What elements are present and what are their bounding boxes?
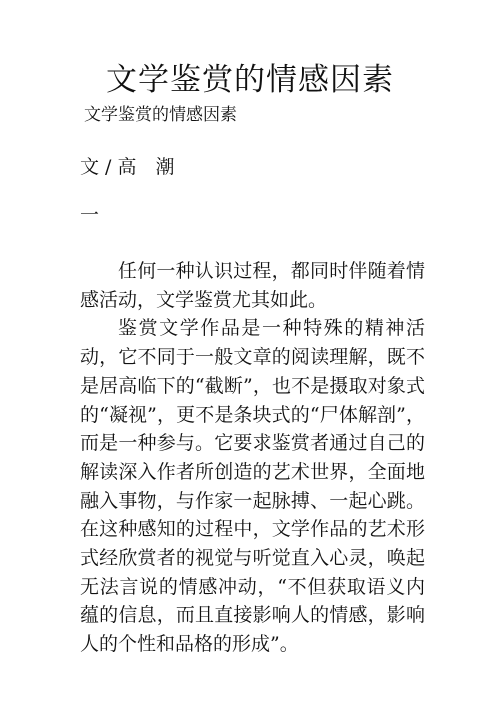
document-title: 文学鉴赏的情感因素 <box>106 62 394 98</box>
author-byline: 文 / 高 潮 <box>80 156 175 178</box>
document-body <box>80 257 425 659</box>
paragraph-2: 鉴赏文学作品是一种特殊的精神活动，它不同于一般文章的阅读理解，既不是居高临下的“截断”，也不是摄取对象式的“凝视”，更不是条块式的“尸体解剖”，而是一种参与。它要求鉴赏者通过自己的解读深入作者所创造的艺术世界，全面地融入事物，与作家一起脉搏、一起心跳。在这种感知的过程中，文学作品的艺术形式经欣赏者的视觉与听觉直入心灵，唤起无法言说的情感冲动，“不但获取语义内蕴的信息，而且直接影响人的情感，影响人的个性和品格的形成”。 <box>80 317 425 656</box>
document-subtitle: 文学鉴赏的情感因素 <box>84 105 237 125</box>
section-marker: 一 <box>80 204 100 226</box>
paragraph-1: 任何一种认识过程，都同时伴随着情感活动，文学鉴赏尤其如此。 <box>80 260 425 311</box>
